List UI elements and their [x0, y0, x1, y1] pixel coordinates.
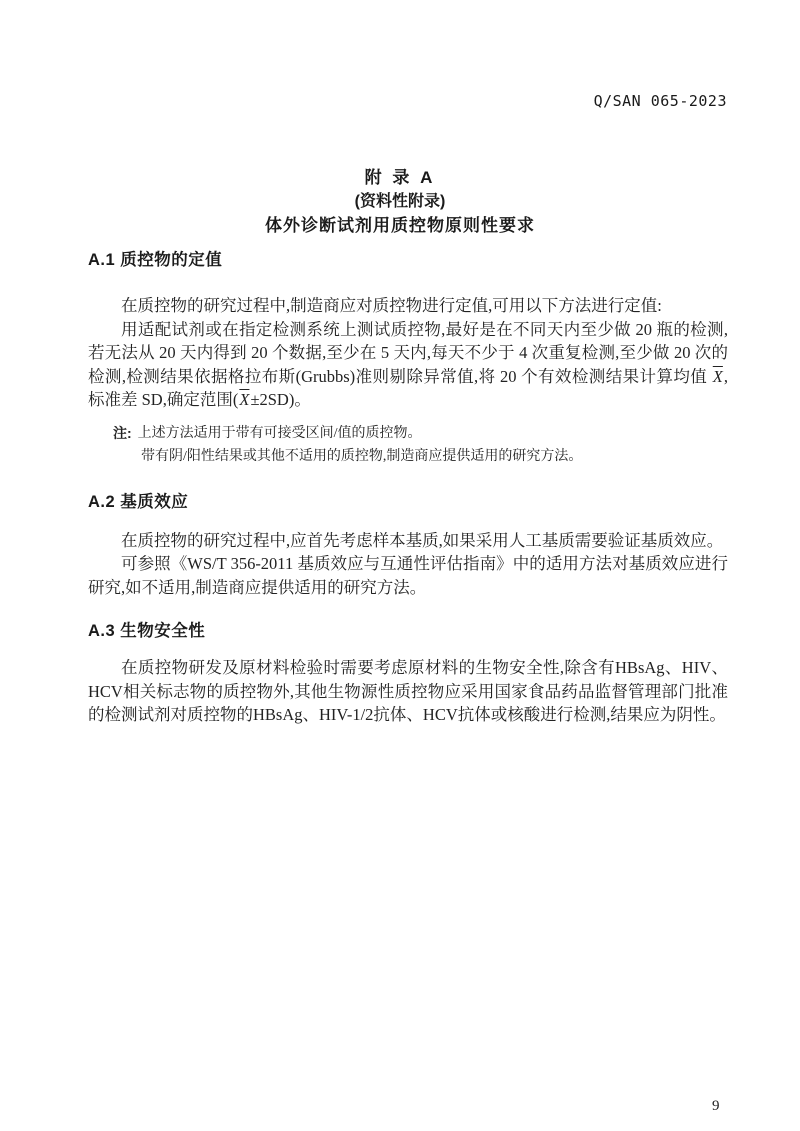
appendix-subtitle: (资料性附录) [354, 193, 446, 210]
note-text-1: 上述方法适用于带有可接受区间/值的质控物。 [137, 425, 422, 441]
section-a2-paragraph-2: 可参照《WS/T 356-2011 基质效应与互通性评估指南》中的适用方法对基质效应进行研究,如不适用,制造商应提供适用的研究方法。 [88, 554, 728, 597]
mean-xbar-symbol: $\overline{X}$ [712, 366, 723, 386]
note-label: 注: [113, 424, 132, 441]
appendix-heading: 体外诊断试剂用质控物原则性要求 [265, 216, 535, 235]
a1-para2-text-1: 用适配试剂或在指定检测系统上测试质控物,最好是在不同天内至少做 20 瓶的检测,若无法从 20 天内得到 20 个数据,至少在 5 天内,每天不少于 4 次重复检测,至少做 20 次的检测,检测结果依据格拉布斯(Grubbs)准则剔除异常值,将 20 个有效检测结果计算均值 [88, 319, 728, 386]
section-a2-paragraph-1: 在质控物的研究过程中,应首先考虑样本基质,如果采用人工基质需要验证基质效应。 [121, 530, 724, 550]
note-block [113, 422, 728, 468]
section-a2-heading: A.2 基质效应 [88, 492, 189, 511]
a1-para2-text-3: ±2SD)。 [250, 390, 311, 409]
document-body [88, 250, 728, 727]
mean-xbar-symbol: $\overline{X}$ [239, 390, 250, 409]
note-line-2: 带有阴/阳性结果或其他不适用的质控物,制造商应提供适用的研究方法。 [141, 448, 583, 464]
note-line-1 [113, 422, 728, 445]
section-a1-heading: A.1 质控物的定值 [88, 251, 223, 269]
page-number: 9 [712, 1098, 720, 1114]
section-a1-paragraph-2 [88, 318, 728, 412]
a1-para2-text-2: ,标准差 SD,确定范围( [88, 366, 728, 409]
section-a3-paragraph-1: 在质控物研发及原材料检验时需要考虑原材料的生物安全性,除含有HBsAg、HIV、HCV相关标志物的质控物外,其他生物源性质控物应采用国家食品药品监督管理部门批准的检测试剂对质控物的HBsAg、HIV-1/2抗体、HCV抗体或核酸进行检测,结果应为阴性。 [88, 658, 728, 724]
section-a1-paragraph-1: 在质控物的研究过程中,制造商应对质控物进行定值,可用以下方法进行定值: [121, 296, 662, 315]
document-code: Q/SAN 065-2023 [593, 92, 727, 110]
appendix-title: 附 录 A [364, 168, 436, 187]
section-a3-heading: A.3 生物安全性 [88, 622, 206, 640]
appendix-title-block [0, 165, 800, 238]
